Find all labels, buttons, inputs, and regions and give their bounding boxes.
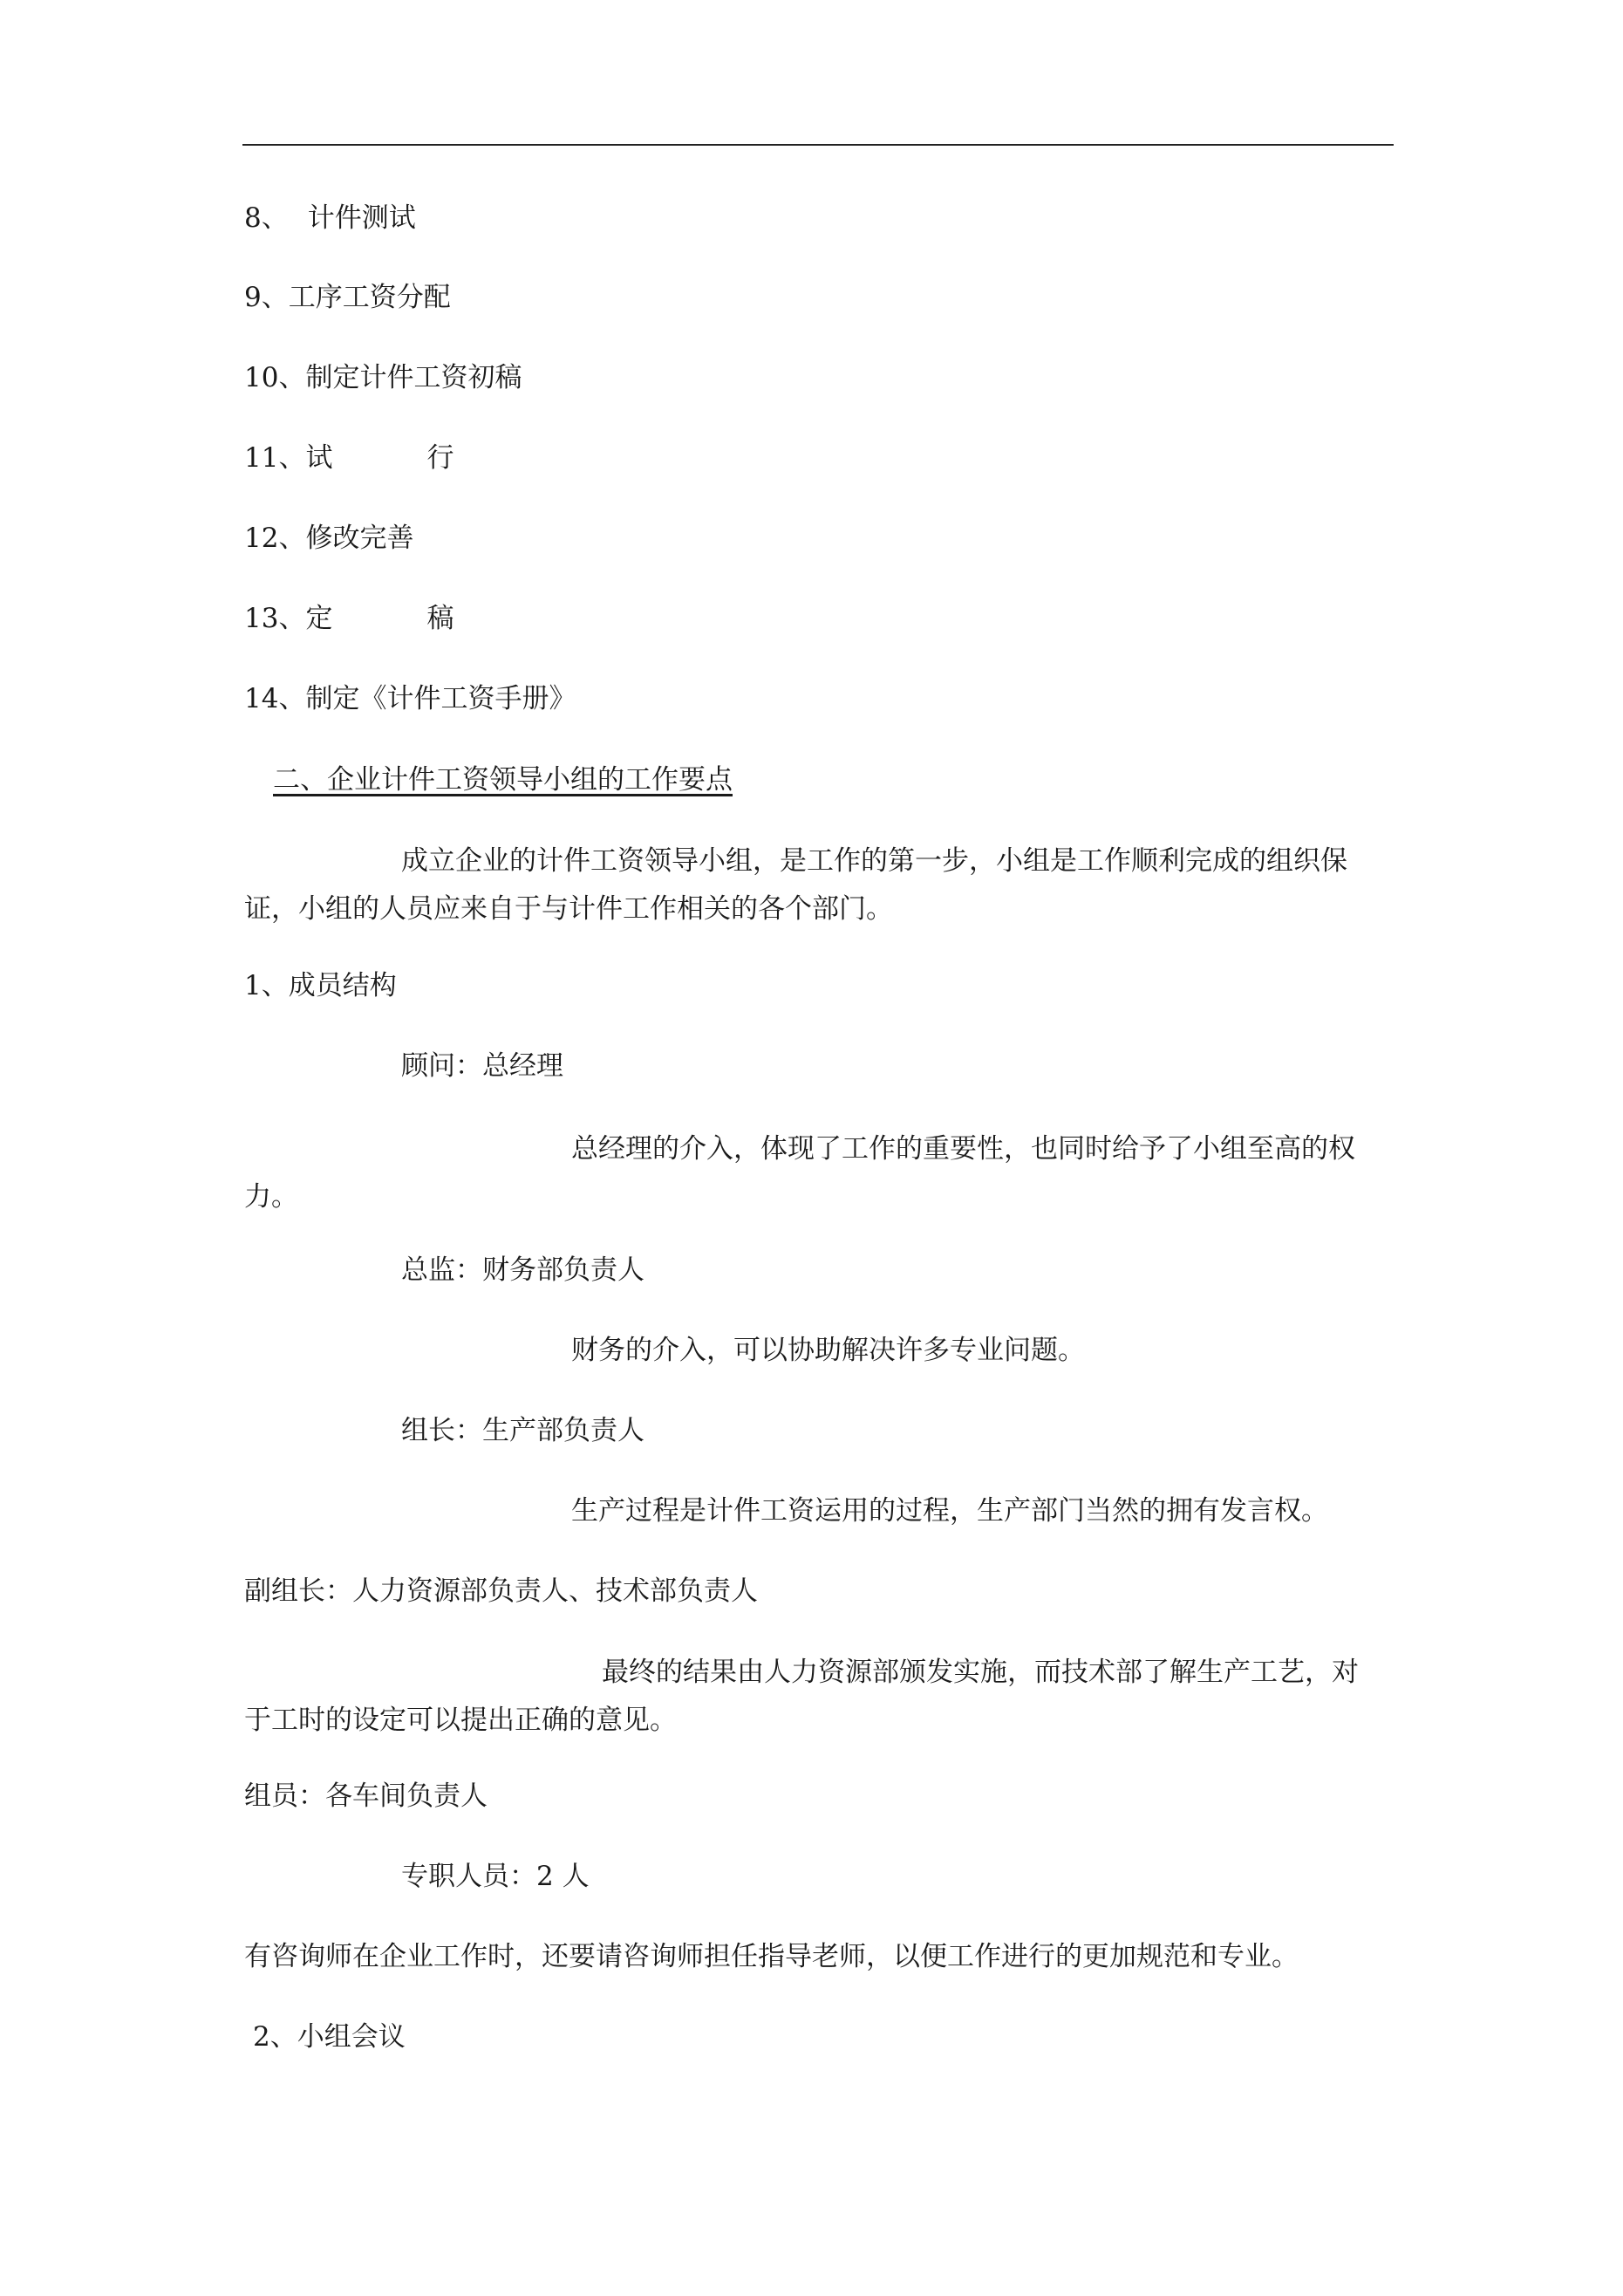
step-text-a: 定 <box>305 603 333 634</box>
step-text: 制定《计件工资手册》 <box>305 683 576 714</box>
director-label: 总监：财务部负责人 <box>401 1254 644 1286</box>
consultant-note: 有咨询师在企业工作时，还要请咨询师担任指导老师，以便工作进行的更加规范和专业。 <box>244 1941 1299 1972</box>
step-11 <box>244 441 453 475</box>
leader-note: 生产过程是计件工资运用的过程，生产部门当然的拥有发言权。 <box>571 1495 1328 1527</box>
advisor-note: 总经理的介入，体现了工作的重要性，也同时给予了小组至高的权力。 <box>244 1133 1355 1213</box>
step-14 <box>244 681 576 716</box>
step-text: 制定计件工资初稿 <box>305 362 522 393</box>
step-number: 9、 <box>244 282 289 313</box>
step-text: 计件测试 <box>307 202 416 234</box>
step-13 <box>244 601 453 636</box>
header-rule <box>242 144 1394 146</box>
step-number: 14、 <box>244 683 306 714</box>
step-text: 工序工资分配 <box>288 282 451 313</box>
staff-label: 专职人员：2 人 <box>401 1861 590 1892</box>
step-number: 12、 <box>244 523 306 554</box>
step-number: 13、 <box>244 603 306 634</box>
deputy-label: 副组长：人力资源部负责人、技术部负责人 <box>244 1575 758 1607</box>
meeting-title: 2、小组会议 <box>253 2021 406 2053</box>
step-text-b: 稿 <box>426 603 454 634</box>
leader-label: 组长：生产部负责人 <box>401 1415 644 1446</box>
step-text: 修改完善 <box>305 523 414 554</box>
step-number: 8、 <box>244 202 289 234</box>
step-12 <box>244 521 413 556</box>
advisor-label: 顾问：总经理 <box>401 1050 563 1082</box>
step-number: 10、 <box>244 362 306 393</box>
intro-paragraph: 成立企业的计件工资领导小组，是工作的第一步，小组是工作顺利完成的组织保证，小组的人员应来自于与计件工作相关的各个部门。 <box>244 845 1347 925</box>
section-heading: 二、企业计件工资领导小组的工作要点 <box>273 764 733 796</box>
step-9 <box>244 280 451 315</box>
step-text-b: 行 <box>426 442 454 474</box>
member-label: 组员：各车间负责人 <box>244 1780 488 1812</box>
director-note: 财务的介入，可以协助解决许多专业问题。 <box>571 1335 1085 1366</box>
members-title: 1、成员结构 <box>244 970 397 1001</box>
step-8 <box>244 201 416 236</box>
step-text-a: 试 <box>305 442 333 474</box>
deputy-note: 最终的结果由人力资源部颁发实施，而技术部了解生产工艺，对于工时的设定可以提出正确的意见。 <box>244 1657 1359 1736</box>
step-number: 11、 <box>244 442 306 474</box>
step-10 <box>244 360 522 395</box>
